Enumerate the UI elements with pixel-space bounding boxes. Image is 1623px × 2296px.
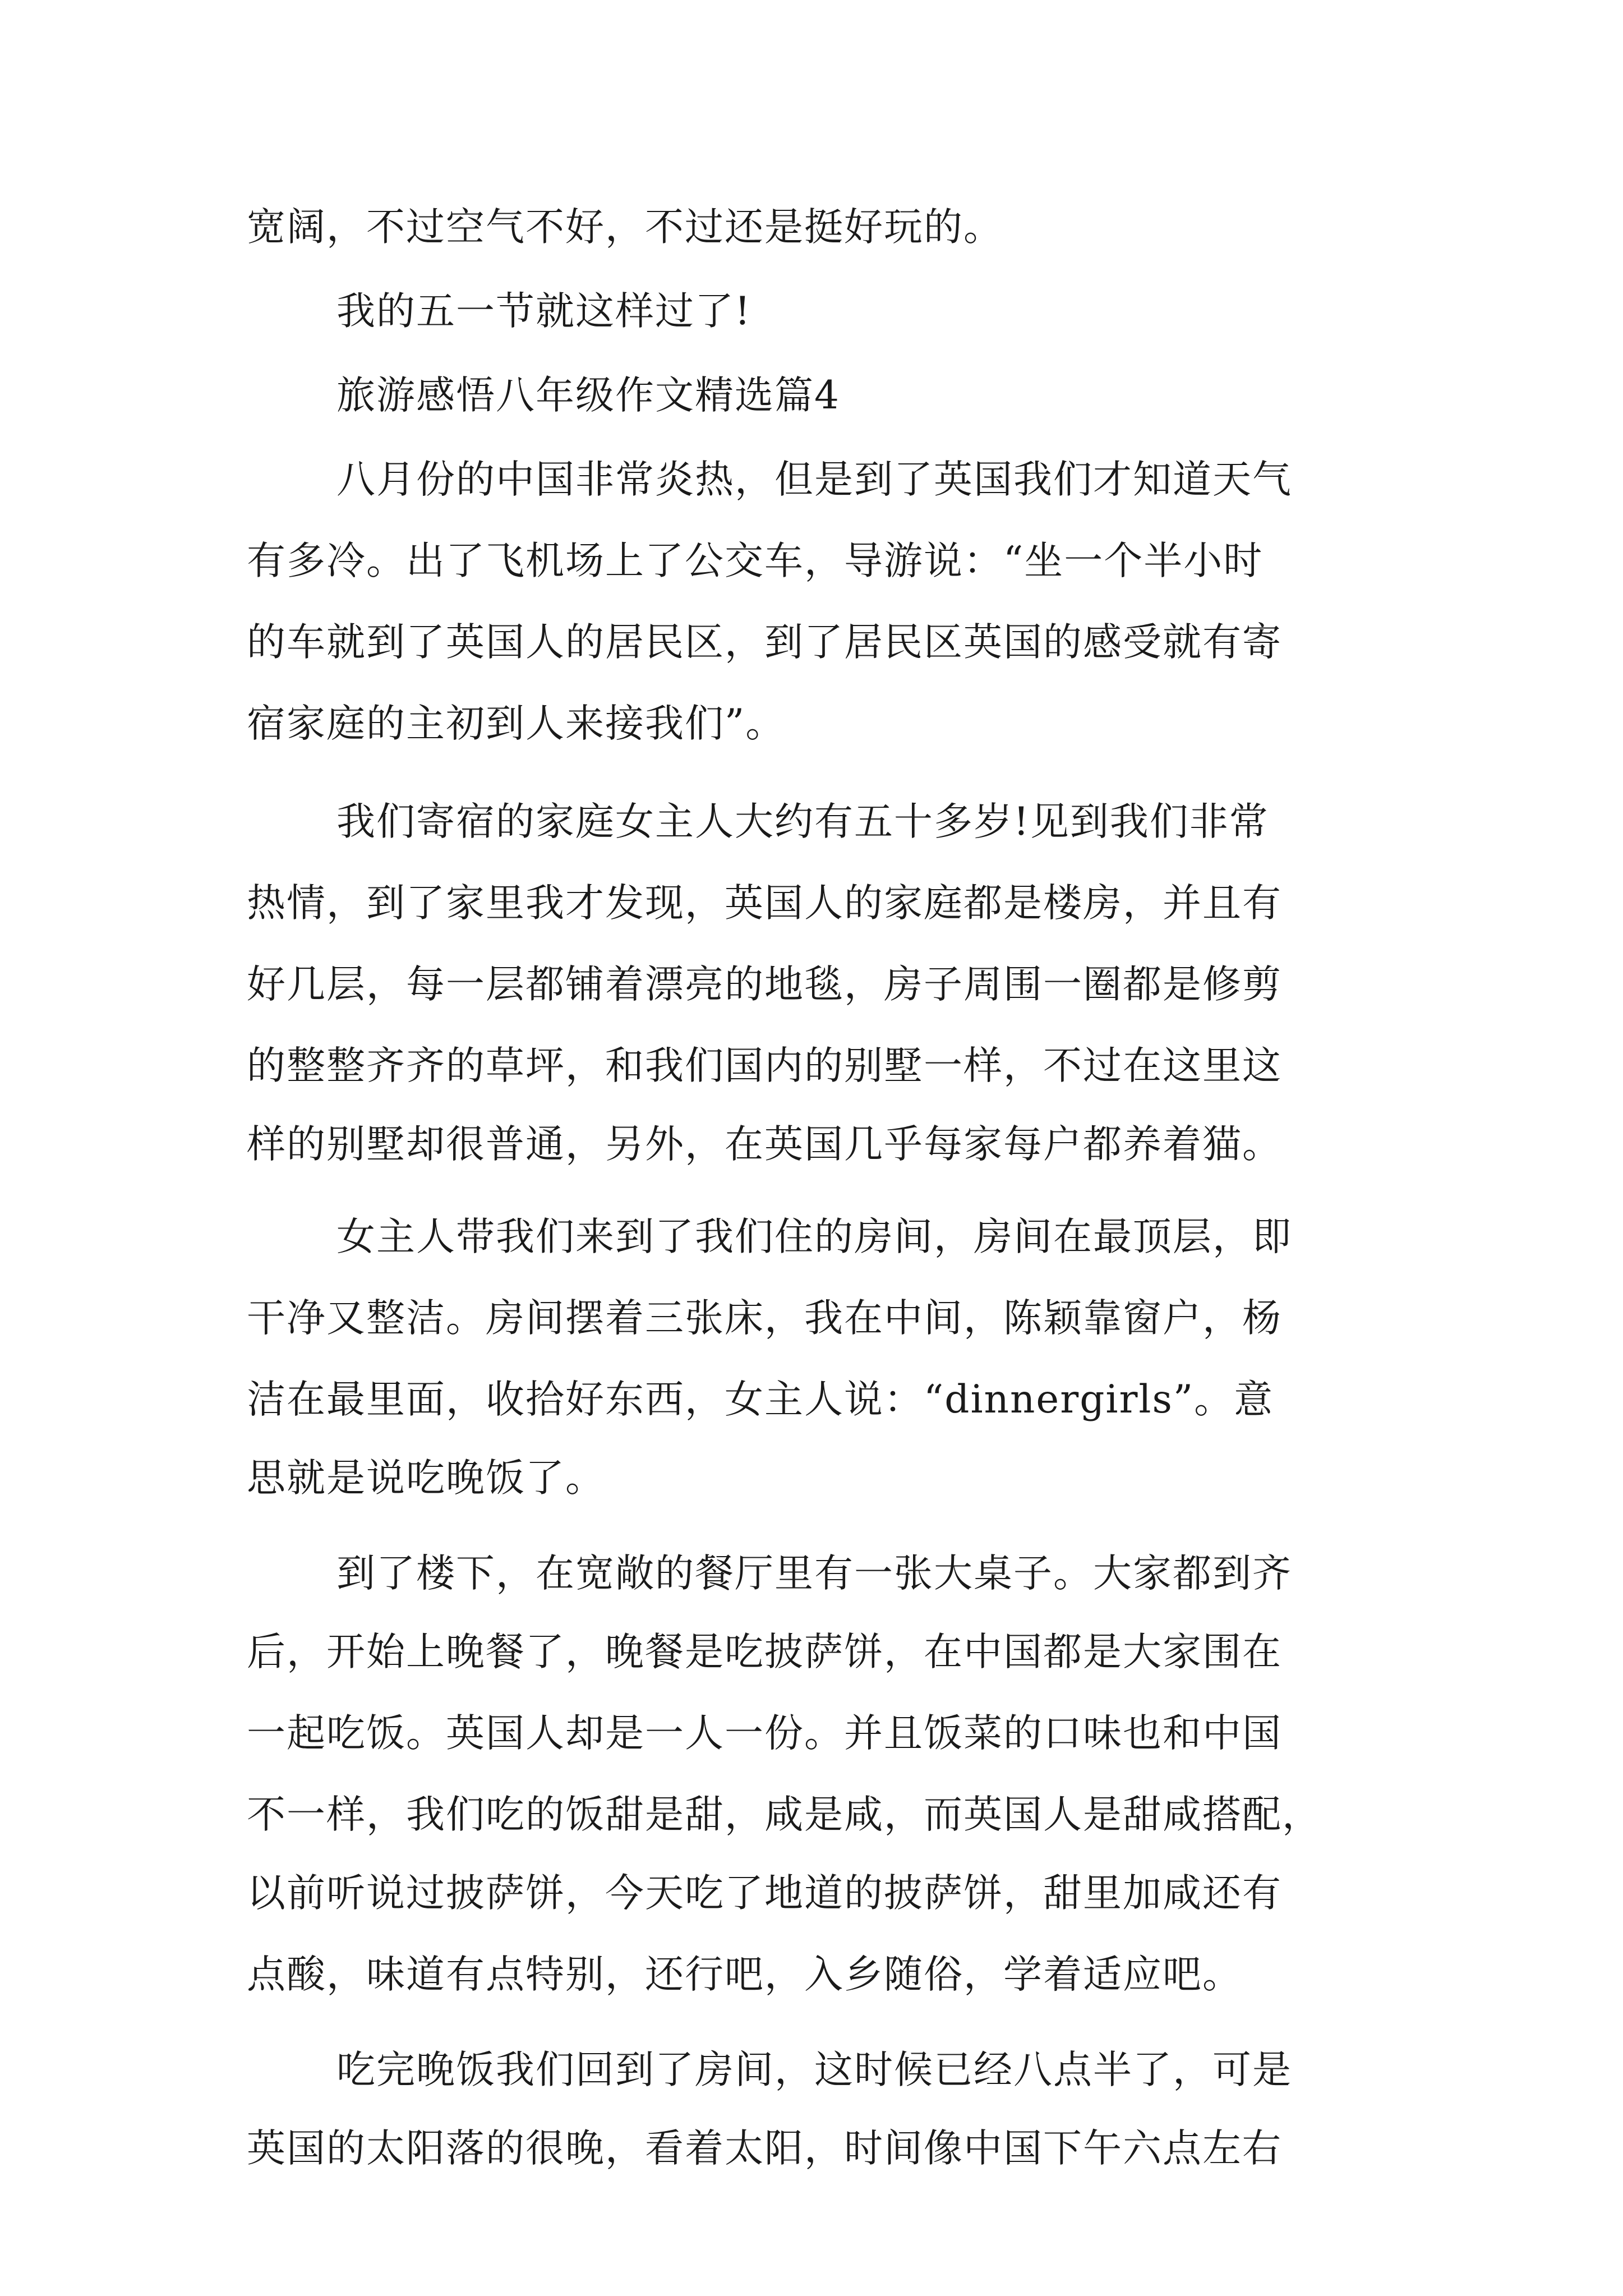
text-line-4: 八月份的中国非常炎热，但是到了英国我们才知道天气 (336, 457, 1292, 502)
text-line-16: 思就是说吃晚饭了。 (247, 1456, 605, 1501)
text-line-1: 宽阔，不过空气不好，不过还是挺好玩的。 (247, 205, 1003, 250)
text-line-24: 英国的太阳落的很晚，看着太阳，时间像中国下午六点左右 (247, 2126, 1282, 2171)
text-line-11: 的整整齐齐的草坪，和我们国内的别墅一样，不过在这里这 (247, 1043, 1282, 1088)
text-line-7: 宿家庭的主初到人来接我们”。 (247, 701, 786, 746)
text-line-15: 洁在最里面，收拾好东西，女主人说：“dinnergirls”。意 (247, 1377, 1274, 1422)
text-line-19: 一起吃饭。英国人却是一人一份。并且饭菜的口味也和中国 (247, 1711, 1282, 1756)
section-heading: 旅游感悟八年级作文精选篇4 (336, 373, 840, 418)
text-line-2: 我的五一节就这样过了! (336, 289, 751, 334)
text-line-8: 我们寄宿的家庭女主人大约有五十多岁!见到我们非常 (336, 799, 1269, 844)
text-line-13: 女主人带我们来到了我们住的房间，房间在最顶层，即 (336, 1214, 1292, 1259)
text-line-20: 不一样，我们吃的饭甜是甜，咸是咸，而英国人是甜咸搭配， (247, 1792, 1322, 1837)
text-line-12: 样的别墅却很普通，另外，在英国几乎每家每户都养着猫。 (247, 1122, 1282, 1167)
text-line-17: 到了楼下，在宽敞的餐厅里有一张大桌子。大家都到齐 (336, 1551, 1292, 1596)
text-line-23: 吃完晚饭我们回到了房间，这时候已经八点半了，可是 (336, 2047, 1292, 2092)
text-line-6: 的车就到了英国人的居民区，到了居民区英国的感受就有寄 (247, 620, 1282, 665)
text-line-21: 以前听说过披萨饼，今天吃了地道的披萨饼，甜里加咸还有 (247, 1871, 1282, 1916)
text-line-10: 好几层，每一层都铺着漂亮的地毯，房子周围一圈都是修剪 (247, 962, 1282, 1007)
text-line-22: 点酸，味道有点特别，还行吧，入乡随俗，学着适应吧。 (247, 1952, 1242, 1997)
text-line-14: 干净又整洁。房间摆着三张床，我在中间，陈颖靠窗户，杨 (247, 1296, 1282, 1341)
text-line-5: 有多冷。出了飞机场上了公交车，导游说：“坐一个半小时 (247, 539, 1264, 583)
text-line-9: 热情，到了家里我才发现，英国人的家庭都是楼房，并且有 (247, 881, 1282, 926)
text-line-18: 后，开始上晚餐了，晚餐是吃披萨饼，在中国都是大家围在 (247, 1630, 1282, 1674)
